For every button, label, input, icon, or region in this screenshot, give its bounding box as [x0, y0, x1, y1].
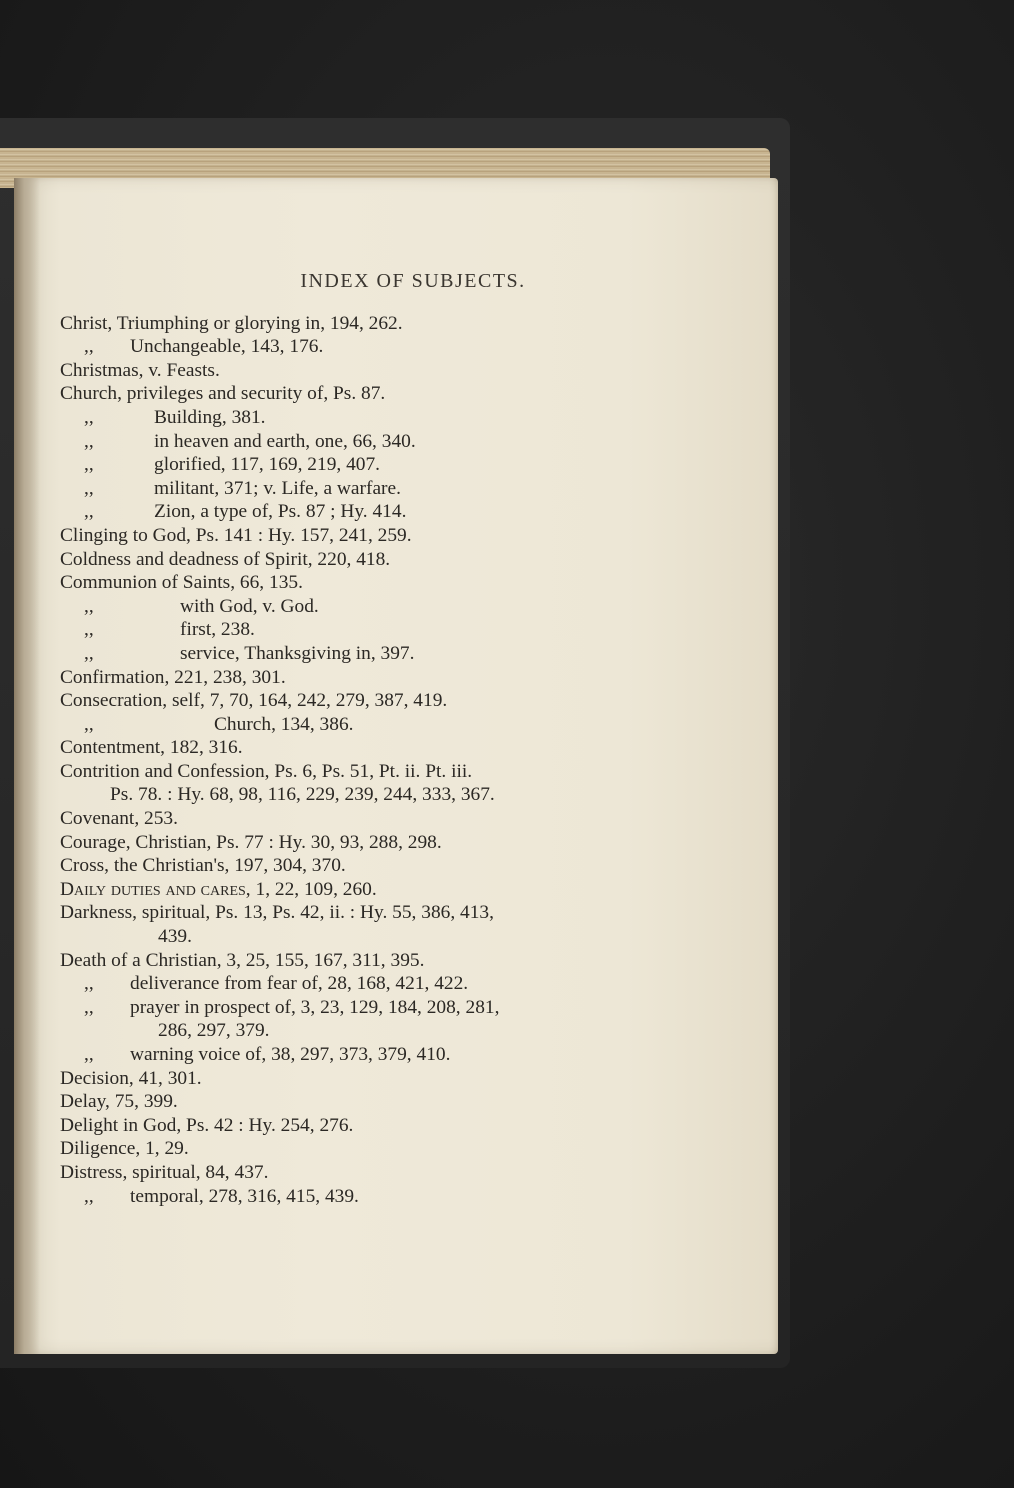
index-entry-sub: ,, service, Thanksgiving in, 397.: [84, 642, 415, 664]
index-entry-continuation: 439.: [158, 926, 192, 948]
ditto-mark: ,,: [84, 996, 94, 1018]
index-text: [60, 270, 740, 1208]
index-entry: Coldness and deadness of Spirit, 220, 418.: [60, 548, 391, 570]
ditto-mark: ,,: [84, 595, 94, 617]
index-entry-sub: ,, Building, 381.: [84, 406, 266, 428]
ditto-mark: ,,: [84, 619, 94, 641]
index-entry: Cross, the Christian's, 197, 304, 370.: [60, 855, 346, 877]
ditto-mark: ,,: [84, 1044, 94, 1065]
index-entry-sub: ,, prayer in prospect of, 3, 23, 129, 184, 208, 281,: [84, 996, 500, 1018]
index-entry: Decision, 41, 301.: [60, 1067, 202, 1089]
ditto-mark: ,,: [84, 454, 94, 476]
index-entry: Darkness, spiritual, Ps. 13, Ps. 42, ii. : Hy. 55, 386, 413,: [60, 902, 494, 924]
index-entry: Delay, 75, 399.: [60, 1091, 178, 1113]
page-gutter: [14, 178, 40, 1354]
ditto-mark: ,,: [84, 336, 94, 358]
index-entry-sub: ,, first, 238.: [84, 619, 255, 641]
ditto-mark: ,,: [84, 430, 94, 452]
ditto-mark: ,,: [84, 477, 94, 499]
index-entry-continuation: Ps. 78. : Hy. 68, 98, 116, 229, 239, 244, 333, 367.: [110, 784, 495, 806]
index-entry: Christmas, v. Feasts.: [60, 359, 220, 381]
ditto-mark: ,,: [84, 642, 94, 664]
index-entry: Distress, spiritual, 84, 437.: [60, 1161, 269, 1183]
book-page: [14, 178, 778, 1354]
index-entry-sub: ,, warning voice of, 38, 297, 373, 379, 410.: [84, 1044, 451, 1065]
index-entry-sub: ,, militant, 371; v. Life, a warfare.: [84, 477, 401, 499]
index-entry: Consecration, self, 7, 70, 164, 242, 279, 387, 419.: [60, 690, 448, 712]
index-entry-sub: ,, deliverance from fear of, 28, 168, 421, 422.: [84, 973, 469, 995]
index-entry: Church, privileges and security of, Ps. 87.: [60, 383, 386, 405]
ditto-mark: ,,: [84, 406, 94, 428]
index-entry: Delight in God, Ps. 42 : Hy. 254, 276.: [60, 1114, 354, 1136]
index-entry-sub: ,, Zion, a type of, Ps. 87 ; Hy. 414.: [84, 501, 407, 523]
index-entry-sub: ,, Church, 134, 386.: [84, 713, 354, 735]
index-entry: Contrition and Confession, Ps. 6, Ps. 51, Pt. ii. Pt. iii.: [60, 760, 473, 782]
index-entry: Courage, Christian, Ps. 77 : Hy. 30, 93, 288, 298.: [60, 831, 442, 853]
index-entry-sub: ,, Unchangeable, 143, 176.: [84, 336, 324, 358]
index-entry-sub: ,, with God, v. God.: [84, 595, 319, 617]
index-entry: Communion of Saints, 66, 135.: [60, 572, 303, 594]
index-entry-sub: ,, in heaven and earth, one, 66, 340.: [84, 430, 416, 452]
index-entry-sub: ,, glorified, 117, 169, 219, 407.: [84, 454, 381, 476]
index-entry-continuation: 286, 297, 379.: [158, 1020, 270, 1042]
index-entry-sub: ,, temporal, 278, 316, 415, 439.: [84, 1185, 359, 1207]
index-entry: Death of a Christian, 3, 25, 155, 167, 311, 395.: [60, 949, 425, 971]
index-entry: Clinging to God, Ps. 141 : Hy. 157, 241, 259.: [60, 524, 412, 546]
ditto-mark: ,,: [84, 713, 94, 735]
index-entry: Christ, Triumphing or glorying in, 194, 262.: [60, 312, 403, 334]
index-entry: Contentment, 182, 316.: [60, 737, 243, 759]
page-title: INDEX OF SUBJECTS.: [300, 270, 526, 292]
ditto-mark: ,,: [84, 973, 94, 995]
index-entry: Daily duties and cares, 1, 22, 109, 260.: [60, 878, 377, 900]
ditto-mark: ,,: [84, 501, 94, 523]
index-entry: Covenant, 253.: [60, 808, 178, 830]
index-entry: Confirmation, 221, 238, 301.: [60, 666, 286, 688]
index-entry: Diligence, 1, 29.: [60, 1138, 189, 1160]
ditto-mark: ,,: [84, 1185, 94, 1207]
